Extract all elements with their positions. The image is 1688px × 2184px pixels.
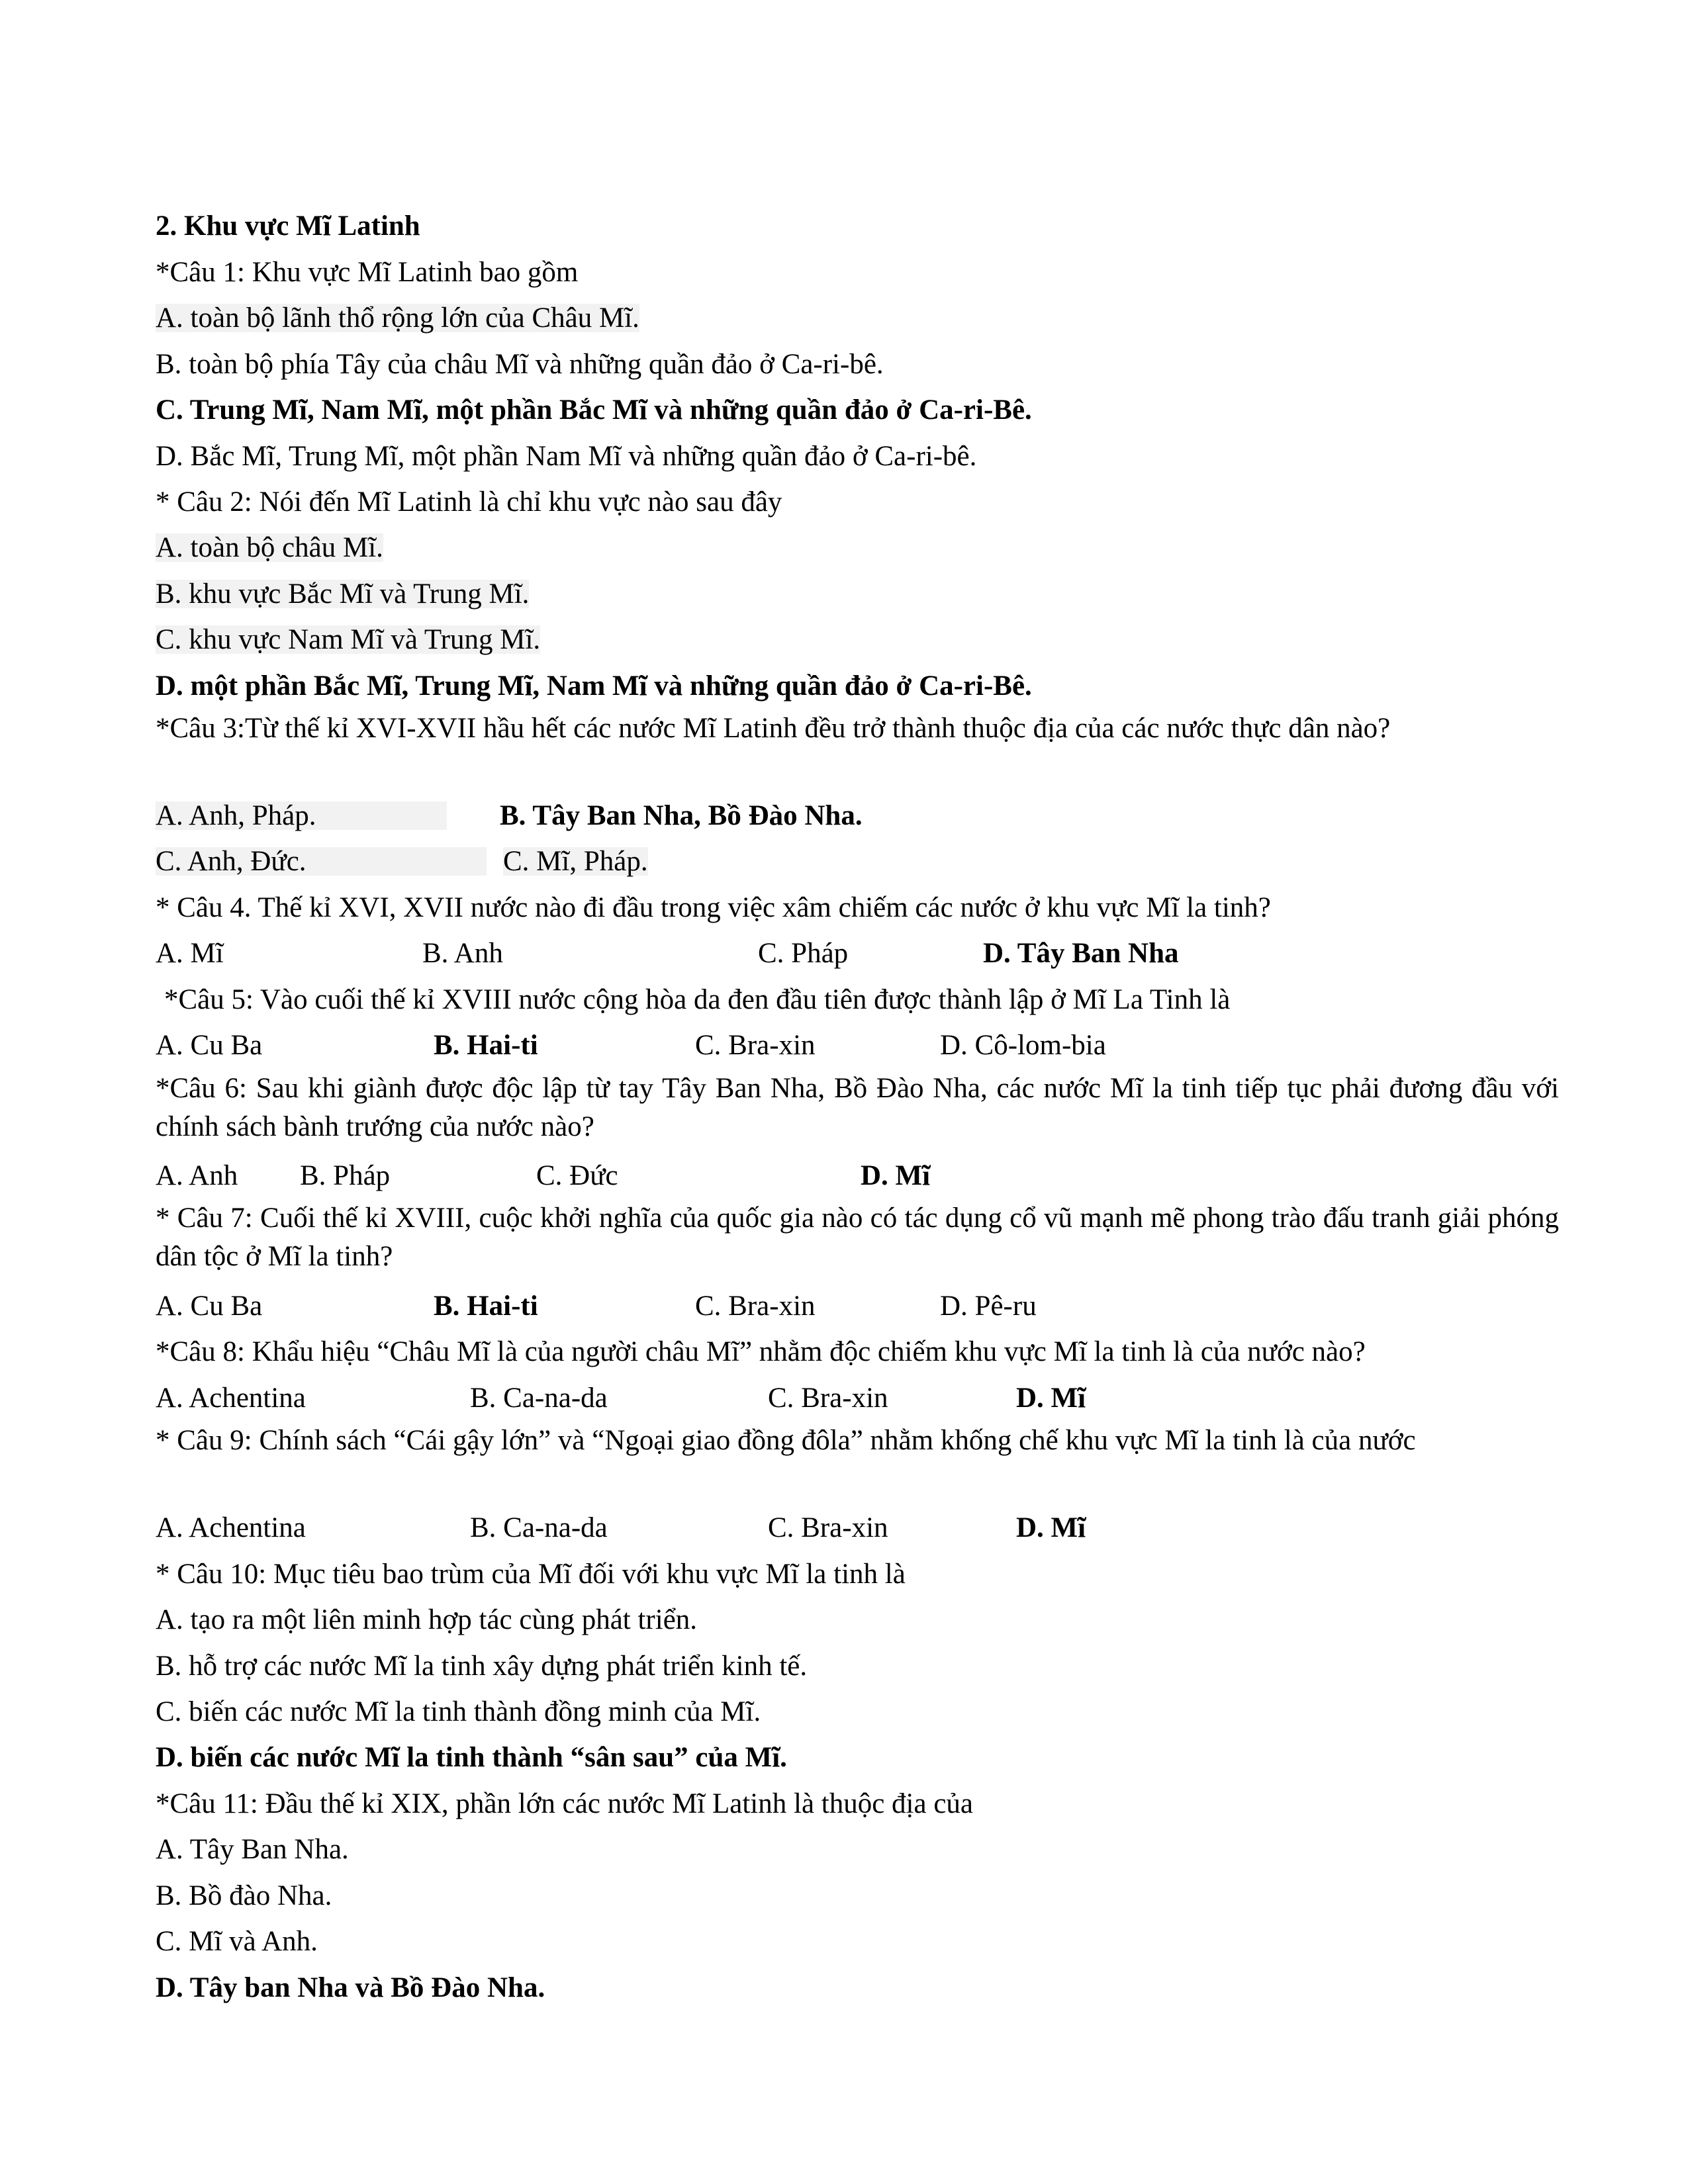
- question-9-option-d-answer: D. Mĩ: [1016, 1512, 1086, 1543]
- question-6-stem: *Câu 6: Sau khi giành được độc lập từ tay Tây Ban Nha, Bồ Đào Nha, các nước Mĩ la tinh tiếp tục phải đương đầu với chính sách bành trướng của nước nào?: [156, 1073, 1559, 1142]
- question-1-option-c-answer: C. Trung Mĩ, Nam Mĩ, một phần Bắc Mĩ và những quần đảo ở Ca-ri-Bê.: [156, 394, 1032, 426]
- question-8-option-c: C. Bra-xin: [768, 1383, 888, 1414]
- question-7-option-b-answer: B. Hai-ti: [434, 1291, 538, 1322]
- question-3-option-b-answer: B. Tây Ban Nha, Bồ Đào Nha.: [500, 800, 863, 831]
- question-10-stem: * Câu 10: Mục tiêu bao trùm của Mĩ đối với khu vực Mĩ la tinh là: [156, 1559, 906, 1590]
- question-4-option-c: C. Pháp: [758, 938, 849, 969]
- section-title: 2. Khu vực Mĩ Latinh: [156, 210, 420, 242]
- question-11-option-b: B. Bồ đào Nha.: [156, 1880, 332, 1911]
- question-2-option-c: C. khu vực Nam Mĩ và Trung Mĩ.: [156, 624, 541, 655]
- question-9-stem: * Câu 9: Chính sách “Cái gậy lớn” và “Ngoại giao đồng đôla” nhằm khống chế khu vực Mĩ la tinh là của nước: [156, 1425, 1416, 1456]
- question-8-option-d-answer: D. Mĩ: [1016, 1383, 1086, 1414]
- question-9-option-a: A. Achentina: [156, 1512, 306, 1543]
- question-6-option-c: C. Đức: [536, 1160, 618, 1191]
- question-10-option-a: A. tạo ra một liên minh hợp tác cùng phát triển.: [156, 1604, 698, 1635]
- question-1-stem: *Câu 1: Khu vực Mĩ Latinh bao gồm: [156, 257, 579, 288]
- question-8-option-b: B. Ca-na-da: [470, 1383, 608, 1414]
- question-8-stem: *Câu 8: Khẩu hiệu “Châu Mĩ là của người châu Mĩ” nhằm độc chiếm khu vực Mĩ la tinh là của nước nào?: [156, 1336, 1366, 1367]
- question-11-option-a: A. Tây Ban Nha.: [156, 1834, 349, 1865]
- question-2-option-d-answer: D. một phần Bắc Mĩ, Trung Mĩ, Nam Mĩ và những quần đảo ở Ca-ri-Bê.: [156, 670, 1032, 702]
- question-11-option-d-answer: D. Tây ban Nha và Bồ Đào Nha.: [156, 1972, 545, 2003]
- question-6-option-a: A. Anh: [156, 1160, 238, 1191]
- question-5-stem: *Câu 5: Vào cuối thế kỉ XVIII nước cộng hòa da đen đầu tiên được thành lập ở Mĩ La Tinh là: [164, 984, 1231, 1015]
- question-9-option-c: C. Bra-xin: [768, 1512, 888, 1543]
- question-2-option-b: B. khu vực Bắc Mĩ và Trung Mĩ.: [156, 578, 530, 610]
- question-5-option-b-answer: B. Hai-ti: [434, 1030, 538, 1061]
- question-4-option-b: B. Anh: [422, 938, 503, 969]
- question-3-option-a: A. Anh, Pháp.: [156, 801, 447, 830]
- question-9-option-b: B. Ca-na-da: [470, 1512, 608, 1543]
- question-7-option-a: A. Cu Ba: [156, 1291, 263, 1322]
- question-10-option-d-answer: D. biến các nước Mĩ la tinh thành “sân sau” của Mĩ.: [156, 1742, 787, 1773]
- question-4-option-d-answer: D. Tây Ban Nha: [983, 938, 1179, 969]
- question-3-option-c: C. Anh, Đức.: [156, 847, 487, 876]
- question-5-option-c: C. Bra-xin: [695, 1030, 816, 1061]
- question-7-option-c: C. Bra-xin: [695, 1291, 816, 1322]
- question-5-option-d: D. Cô-lom-bia: [940, 1030, 1106, 1061]
- question-8-option-a: A. Achentina: [156, 1383, 306, 1414]
- question-11-stem: *Câu 11: Đầu thế kỉ XIX, phần lớn các nước Mĩ Latinh là thuộc địa của: [156, 1788, 974, 1819]
- question-5-option-a: A. Cu Ba: [156, 1030, 263, 1061]
- question-1-option-a: A. toàn bộ lãnh thổ rộng lớn của Châu Mĩ.: [156, 302, 639, 334]
- question-6-option-d-answer: D. Mĩ: [861, 1160, 931, 1191]
- question-2-option-a: A. toàn bộ châu Mĩ.: [156, 532, 383, 563]
- question-7-stem: * Câu 7: Cuối thế kỉ XVIII, cuộc khởi nghĩa của quốc gia nào có tác dụng cổ vũ mạnh mẽ phong trào đấu tranh giải phóng dân tộc ở Mĩ la tinh?: [156, 1203, 1559, 1272]
- question-10-option-c: C. biến các nước Mĩ la tinh thành đồng minh của Mĩ.: [156, 1696, 761, 1727]
- question-3-stem: *Câu 3:Từ thế kỉ XVI-XVII hầu hết các nước Mĩ Latinh đều trở thành thuộc địa của các nước thực dân nào?: [156, 713, 1391, 744]
- question-1-option-b: B. toàn bộ phía Tây của châu Mĩ và những quần đảo ở Ca-ri-bê.: [156, 349, 884, 380]
- question-4-option-a: A. Mĩ: [156, 938, 224, 969]
- question-11-option-c: C. Mĩ và Anh.: [156, 1926, 318, 1957]
- question-7-option-d: D. Pê-ru: [940, 1291, 1037, 1322]
- question-1-option-d: D. Bắc Mĩ, Trung Mĩ, một phần Nam Mĩ và những quần đảo ở Ca-ri-bê.: [156, 441, 977, 472]
- question-10-option-b: B. hỗ trợ các nước Mĩ la tinh xây dựng phát triển kinh tế.: [156, 1651, 808, 1682]
- question-6-option-b: B. Pháp: [300, 1160, 391, 1191]
- question-2-stem: * Câu 2: Nói đến Mĩ Latinh là chỉ khu vực nào sau đây: [156, 486, 782, 518]
- question-4-stem: * Câu 4. Thế kỉ XVI, XVII nước nào đi đầu trong việc xâm chiếm các nước ở khu vực Mĩ la tinh?: [156, 892, 1271, 923]
- question-3-option-d: C. Mĩ, Pháp.: [503, 846, 648, 877]
